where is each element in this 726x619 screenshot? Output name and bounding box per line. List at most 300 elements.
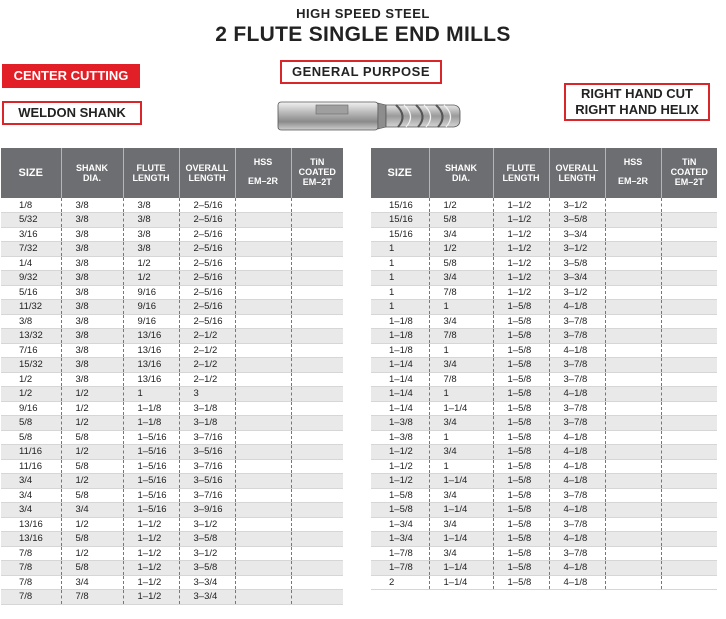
overall-length-cell: 3–7/8	[549, 401, 605, 416]
shank-dia-cell: 3/4	[61, 575, 123, 590]
tin-coated-cell	[291, 575, 343, 590]
hss-cell	[235, 314, 291, 329]
size-cell: 1/2	[1, 387, 61, 402]
table-row	[371, 227, 717, 242]
col-size: SIZE	[371, 148, 429, 198]
flute-length-cell: 1–1/8	[123, 401, 179, 416]
size-cell: 11/32	[1, 300, 61, 315]
tin-coated-cell	[291, 271, 343, 286]
size-cell: 1/8	[1, 198, 61, 213]
overall-length-cell: 3–7/16	[179, 459, 235, 474]
table-row	[371, 445, 717, 460]
tin-coated-cell	[291, 503, 343, 518]
table-row	[1, 358, 343, 373]
table-row	[371, 343, 717, 358]
hss-cell	[605, 488, 661, 503]
table-row	[1, 285, 343, 300]
overall-length-cell: 2–5/16	[179, 285, 235, 300]
tin-coated-cell	[661, 343, 717, 358]
size-cell: 1–5/8	[371, 503, 429, 518]
flute-length-cell: 1/2	[123, 271, 179, 286]
hss-cell	[235, 198, 291, 213]
flute-length-cell: 1–5/8	[493, 329, 549, 344]
size-cell: 1–3/8	[371, 416, 429, 431]
flute-length-cell: 1–5/16	[123, 445, 179, 460]
table-row	[371, 387, 717, 402]
flute-length-cell: 13/16	[123, 372, 179, 387]
tin-coated-cell	[291, 387, 343, 402]
size-cell: 1–1/2	[371, 474, 429, 489]
shank-dia-cell: 3/8	[61, 329, 123, 344]
table-row	[1, 329, 343, 344]
table-row	[1, 532, 343, 547]
flute-length-cell: 1–1/2	[493, 271, 549, 286]
shank-dia-cell: 1	[429, 343, 493, 358]
flute-length-cell: 1–5/16	[123, 488, 179, 503]
tin-coated-cell	[661, 459, 717, 474]
size-cell: 3/4	[1, 503, 61, 518]
table-row	[371, 546, 717, 561]
size-cell: 1–1/8	[371, 329, 429, 344]
shank-dia-cell: 3/8	[61, 343, 123, 358]
overall-length-cell: 2–5/16	[179, 271, 235, 286]
shank-dia-cell: 3/8	[61, 358, 123, 373]
flute-length-cell: 1–5/16	[123, 474, 179, 489]
table-row	[371, 401, 717, 416]
hss-cell	[235, 503, 291, 518]
flute-length-cell: 1–1/2	[123, 532, 179, 547]
tin-coated-cell	[291, 590, 343, 605]
col-shank-dia: SHANK DIA.	[61, 148, 123, 198]
tin-coated-cell	[661, 285, 717, 300]
flute-length-cell: 1–5/8	[493, 314, 549, 329]
shank-dia-cell: 3/4	[429, 546, 493, 561]
table-row	[371, 488, 717, 503]
table-row	[1, 242, 343, 257]
hss-cell	[235, 387, 291, 402]
flute-length-cell: 1–5/8	[493, 430, 549, 445]
hss-cell	[235, 416, 291, 431]
shank-dia-cell: 7/8	[61, 590, 123, 605]
hss-cell	[605, 517, 661, 532]
table-row	[1, 256, 343, 271]
overall-length-cell: 3–7/8	[549, 517, 605, 532]
size-cell: 3/16	[1, 227, 61, 242]
shank-dia-cell: 3/4	[61, 503, 123, 518]
hss-cell	[605, 561, 661, 576]
table-row	[371, 416, 717, 431]
hss-cell	[235, 358, 291, 373]
table-row	[371, 329, 717, 344]
size-cell: 5/16	[1, 285, 61, 300]
shank-dia-cell: 3/8	[61, 198, 123, 213]
hss-cell	[605, 271, 661, 286]
table-row	[371, 474, 717, 489]
shank-dia-cell: 1/2	[61, 387, 123, 402]
table-row	[371, 213, 717, 228]
col-shank-dia: SHANK DIA.	[429, 148, 493, 198]
shank-dia-cell: 3/4	[429, 314, 493, 329]
tin-coated-cell	[661, 546, 717, 561]
hss-cell	[605, 546, 661, 561]
col-tin-coated: TiN COATED EM–2T	[291, 148, 343, 198]
size-cell: 1–1/8	[371, 343, 429, 358]
tin-coated-cell	[291, 198, 343, 213]
overall-length-cell: 4–1/8	[549, 300, 605, 315]
size-cell: 15/16	[371, 227, 429, 242]
shank-dia-cell: 7/8	[429, 285, 493, 300]
shank-dia-cell: 3/8	[61, 314, 123, 329]
size-cell: 1–3/8	[371, 430, 429, 445]
size-cell: 3/4	[1, 474, 61, 489]
tin-coated-cell	[661, 401, 717, 416]
flute-length-cell: 1–5/8	[493, 387, 549, 402]
flute-length-cell: 1–5/8	[493, 517, 549, 532]
overall-length-cell: 3–9/16	[179, 503, 235, 518]
center-cutting-badge: CENTER CUTTING	[2, 64, 140, 88]
sizes-table-right	[371, 148, 717, 590]
flute-length-cell: 9/16	[123, 285, 179, 300]
size-cell: 3/4	[1, 488, 61, 503]
overall-length-cell: 3–5/16	[179, 445, 235, 460]
shank-dia-cell: 1	[429, 430, 493, 445]
tin-coated-cell	[661, 256, 717, 271]
table-row	[1, 517, 343, 532]
flute-length-cell: 9/16	[123, 300, 179, 315]
right-hand-helix-label: RIGHT HAND HELIX	[575, 102, 699, 117]
overall-length-cell: 3–1/2	[549, 242, 605, 257]
overall-length-cell: 2–1/2	[179, 372, 235, 387]
hss-cell	[235, 474, 291, 489]
shank-dia-cell: 3/4	[429, 358, 493, 373]
overall-length-cell: 2–5/16	[179, 314, 235, 329]
col-size: SIZE	[1, 148, 61, 198]
tin-coated-cell	[291, 285, 343, 300]
flute-length-cell: 13/16	[123, 343, 179, 358]
col-hss: HSS EM–2R	[235, 148, 291, 198]
size-cell: 1–1/4	[371, 372, 429, 387]
flute-length-cell: 1–1/2	[493, 256, 549, 271]
page-title: 2 FLUTE SINGLE END MILLS	[215, 23, 511, 46]
hss-cell	[605, 416, 661, 431]
overall-length-cell: 3–7/8	[549, 488, 605, 503]
shank-dia-cell: 1/2	[61, 445, 123, 460]
shank-dia-cell: 3/4	[429, 271, 493, 286]
flute-length-cell: 1–1/2	[123, 517, 179, 532]
tin-coated-cell	[661, 416, 717, 431]
shank-dia-cell: 3/4	[429, 445, 493, 460]
table-row	[1, 416, 343, 431]
size-cell: 1–1/4	[371, 358, 429, 373]
shank-dia-cell: 3/8	[61, 256, 123, 271]
flute-length-cell: 1–5/8	[493, 416, 549, 431]
hss-cell	[235, 256, 291, 271]
flute-length-cell: 1–1/2	[123, 546, 179, 561]
tin-coated-cell	[291, 488, 343, 503]
overall-length-cell: 2–5/16	[179, 227, 235, 242]
shank-dia-cell: 1	[429, 459, 493, 474]
overall-length-cell: 3–7/16	[179, 430, 235, 445]
size-cell: 5/8	[1, 430, 61, 445]
table-row	[371, 503, 717, 518]
hss-cell	[605, 242, 661, 257]
table-row	[1, 387, 343, 402]
tin-coated-cell	[661, 445, 717, 460]
hss-cell	[605, 300, 661, 315]
size-cell: 11/16	[1, 459, 61, 474]
shank-dia-cell: 1/2	[61, 416, 123, 431]
size-cell: 7/8	[1, 590, 61, 605]
overall-length-cell: 2–5/16	[179, 198, 235, 213]
shank-dia-cell: 1/2	[429, 198, 493, 213]
shank-dia-cell: 3/4	[429, 227, 493, 242]
shank-dia-cell: 1–1/4	[429, 503, 493, 518]
flute-length-cell: 1–1/8	[123, 416, 179, 431]
hss-cell	[605, 227, 661, 242]
flute-length-cell: 1–5/8	[493, 575, 549, 590]
size-cell: 7/8	[1, 575, 61, 590]
hss-cell	[235, 271, 291, 286]
end-mill-icon	[276, 96, 462, 136]
flute-length-cell: 1–5/8	[493, 488, 549, 503]
overall-length-cell: 4–1/8	[549, 474, 605, 489]
size-cell: 1–1/2	[371, 459, 429, 474]
flute-length-cell: 1–5/8	[493, 300, 549, 315]
overall-length-cell: 3–7/8	[549, 372, 605, 387]
tin-coated-cell	[291, 459, 343, 474]
tin-coated-cell	[291, 343, 343, 358]
shank-dia-cell: 3/8	[61, 242, 123, 257]
overall-length-cell: 3–1/8	[179, 401, 235, 416]
hss-cell	[605, 285, 661, 300]
overall-length-cell: 4–1/8	[549, 387, 605, 402]
overall-length-cell: 2–5/16	[179, 213, 235, 228]
tin-coated-cell	[291, 517, 343, 532]
right-hand-cut-label: RIGHT HAND CUT	[581, 86, 693, 101]
hss-cell	[235, 561, 291, 576]
overall-length-cell: 3	[179, 387, 235, 402]
overall-length-cell: 2–5/16	[179, 256, 235, 271]
flute-length-cell: 1	[123, 387, 179, 402]
overall-length-cell: 3–3/4	[549, 227, 605, 242]
overall-length-cell: 3–3/4	[179, 575, 235, 590]
hss-cell	[605, 445, 661, 460]
table-row	[1, 314, 343, 329]
flute-length-cell: 1/2	[123, 256, 179, 271]
flute-length-cell: 1–1/2	[123, 575, 179, 590]
table-row	[371, 242, 717, 257]
shank-dia-cell: 3/8	[61, 300, 123, 315]
table-row	[371, 459, 717, 474]
shank-dia-cell: 1–1/4	[429, 532, 493, 547]
table-row	[1, 213, 343, 228]
overall-length-cell: 2–1/2	[179, 343, 235, 358]
size-cell: 1	[371, 271, 429, 286]
col-overall-length: OVERALL LENGTH	[549, 148, 605, 198]
flute-length-cell: 1–1/2	[123, 590, 179, 605]
hss-cell	[235, 488, 291, 503]
size-cell: 11/16	[1, 445, 61, 460]
right-hand-badge	[564, 83, 710, 121]
size-cell: 1–1/8	[371, 314, 429, 329]
tin-coated-cell	[291, 300, 343, 315]
hss-cell	[235, 401, 291, 416]
size-cell: 15/16	[371, 213, 429, 228]
flute-length-cell: 1–1/2	[493, 213, 549, 228]
tin-coated-cell	[661, 227, 717, 242]
overall-length-cell: 2–5/16	[179, 300, 235, 315]
flute-length-cell: 13/16	[123, 358, 179, 373]
tin-coated-cell	[291, 546, 343, 561]
size-cell: 15/16	[371, 198, 429, 213]
tin-coated-cell	[291, 474, 343, 489]
flute-length-cell: 3/8	[123, 213, 179, 228]
flute-length-cell: 1–5/8	[493, 503, 549, 518]
hss-cell	[235, 445, 291, 460]
flute-length-cell: 1–5/8	[493, 401, 549, 416]
shank-dia-cell: 1/2	[61, 401, 123, 416]
hss-cell	[605, 213, 661, 228]
hss-cell	[235, 430, 291, 445]
flute-length-cell: 1–5/8	[493, 474, 549, 489]
tin-coated-cell	[291, 416, 343, 431]
hss-cell	[235, 343, 291, 358]
table-row	[1, 488, 343, 503]
tin-coated-cell	[661, 271, 717, 286]
tin-coated-cell	[661, 517, 717, 532]
shank-dia-cell: 1–1/4	[429, 561, 493, 576]
flute-length-cell: 3/8	[123, 227, 179, 242]
hss-cell	[235, 285, 291, 300]
table-row	[371, 517, 717, 532]
overall-length-cell: 3–7/8	[549, 358, 605, 373]
shank-dia-cell: 1	[429, 387, 493, 402]
shank-dia-cell: 5/8	[61, 430, 123, 445]
overall-length-cell: 4–1/8	[549, 459, 605, 474]
size-cell: 1	[371, 300, 429, 315]
table-row	[1, 343, 343, 358]
table-row	[1, 590, 343, 605]
table-row	[371, 430, 717, 445]
table-row	[371, 575, 717, 590]
size-cell: 9/16	[1, 401, 61, 416]
col-hss: HSS EM–2R	[605, 148, 661, 198]
size-cell: 1–7/8	[371, 561, 429, 576]
tin-coated-cell	[661, 358, 717, 373]
overall-length-cell: 3–7/16	[179, 488, 235, 503]
flute-length-cell: 13/16	[123, 329, 179, 344]
overall-length-cell: 2–1/2	[179, 358, 235, 373]
tin-coated-cell	[291, 256, 343, 271]
table-row	[371, 256, 717, 271]
size-cell: 2	[371, 575, 429, 590]
hss-cell	[235, 329, 291, 344]
hss-cell	[235, 300, 291, 315]
tin-coated-cell	[291, 314, 343, 329]
overall-length-cell: 3–1/8	[179, 416, 235, 431]
overall-length-cell: 3–7/8	[549, 314, 605, 329]
flute-length-cell: 1–5/16	[123, 459, 179, 474]
sizes-table-left	[1, 148, 343, 605]
tin-coated-cell	[291, 532, 343, 547]
flute-length-cell: 1–5/8	[493, 561, 549, 576]
size-cell: 1–7/8	[371, 546, 429, 561]
flute-length-cell: 1–5/8	[493, 459, 549, 474]
tin-coated-cell	[661, 314, 717, 329]
hss-cell	[605, 503, 661, 518]
table-row	[1, 459, 343, 474]
size-cell: 15/32	[1, 358, 61, 373]
shank-dia-cell: 3/4	[429, 488, 493, 503]
flute-length-cell: 1–5/16	[123, 503, 179, 518]
overall-length-cell: 3–7/8	[549, 546, 605, 561]
shank-dia-cell: 1/2	[61, 517, 123, 532]
hss-cell	[235, 575, 291, 590]
size-cell: 7/16	[1, 343, 61, 358]
tin-coated-cell	[291, 227, 343, 242]
col-overall-length: OVERALL LENGTH	[179, 148, 235, 198]
overall-length-cell: 3–1/2	[179, 517, 235, 532]
overall-length-cell: 4–1/8	[549, 430, 605, 445]
table-row	[1, 372, 343, 387]
tin-coated-cell	[661, 198, 717, 213]
tin-coated-cell	[661, 532, 717, 547]
table-row	[1, 271, 343, 286]
hss-cell	[235, 517, 291, 532]
hss-cell	[605, 474, 661, 489]
overall-length-cell: 2–1/2	[179, 329, 235, 344]
shank-dia-cell: 3/8	[61, 372, 123, 387]
overall-length-cell: 4–1/8	[549, 561, 605, 576]
size-cell: 1–1/4	[371, 387, 429, 402]
table-row	[1, 445, 343, 460]
hss-cell	[235, 213, 291, 228]
size-cell: 7/8	[1, 561, 61, 576]
shank-dia-cell: 5/8	[429, 213, 493, 228]
overall-length-cell: 4–1/8	[549, 532, 605, 547]
tin-coated-cell	[661, 488, 717, 503]
tin-coated-cell	[291, 445, 343, 460]
size-cell: 13/32	[1, 329, 61, 344]
tin-coated-cell	[291, 213, 343, 228]
overall-length-cell: 3–1/2	[179, 546, 235, 561]
shank-dia-cell: 3/8	[61, 271, 123, 286]
overall-length-cell: 3–5/8	[549, 213, 605, 228]
flute-length-cell: 1–5/8	[493, 372, 549, 387]
overall-length-cell: 3–7/8	[549, 329, 605, 344]
tin-coated-cell	[661, 474, 717, 489]
size-cell: 7/32	[1, 242, 61, 257]
overall-length-cell: 2–5/16	[179, 242, 235, 257]
hss-cell	[605, 401, 661, 416]
flute-length-cell: 1–5/8	[493, 358, 549, 373]
overall-length-cell: 3–5/8	[179, 561, 235, 576]
hss-cell	[605, 575, 661, 590]
table-row	[1, 227, 343, 242]
flute-length-cell: 9/16	[123, 314, 179, 329]
table-row	[1, 430, 343, 445]
table-row	[1, 401, 343, 416]
hss-cell	[605, 343, 661, 358]
flute-length-cell: 1–5/16	[123, 430, 179, 445]
flute-length-cell: 1–5/8	[493, 343, 549, 358]
size-cell: 1	[371, 256, 429, 271]
tin-coated-cell	[661, 430, 717, 445]
shank-dia-cell: 1–1/4	[429, 401, 493, 416]
overall-length-cell: 4–1/8	[549, 503, 605, 518]
table-row	[371, 358, 717, 373]
tin-coated-cell	[661, 372, 717, 387]
